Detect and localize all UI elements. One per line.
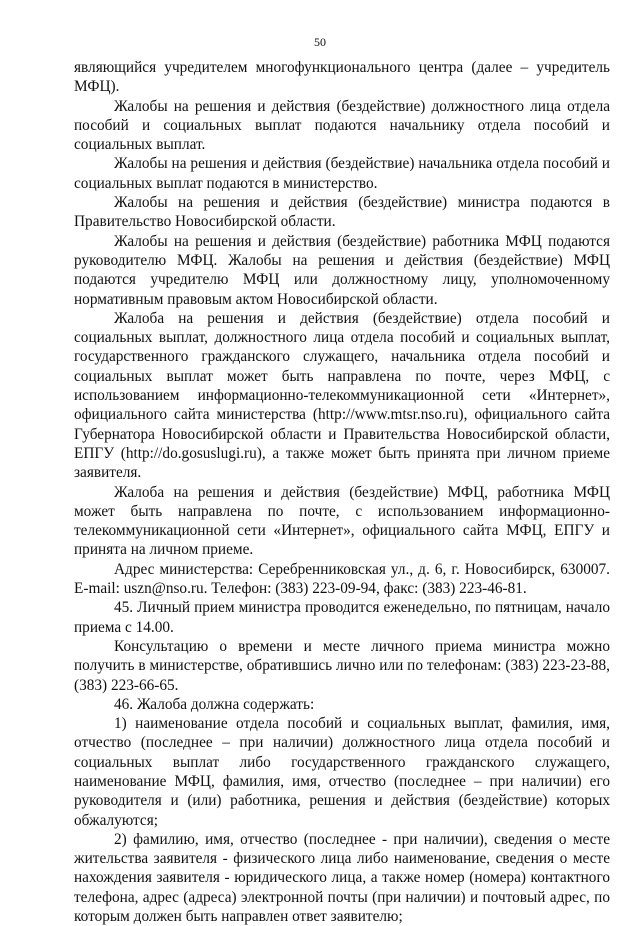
paragraph-4: Жалобы на решения и действия (бездействие) министра подаются в Правительство Новосибирской области. <box>74 194 610 231</box>
paragraph-5: Жалобы на решения и действия (бездействие) работника МФЦ подаются руководителю МФЦ. Жалобы на решения и действия (бездействие) МФЦ подаются учредителю МФЦ или должностному лицу, уполномоченному нормативным правовым актом Новосибирской области. <box>74 232 610 308</box>
document-body <box>74 58 610 926</box>
paragraph-12: 1) наименование отдела пособий и социальных выплат, фамилия, имя, отчество (последнее – при наличии) должностного лица отдела пособий и социальных выплат либо государственного гражданского служащего, наименование МФЦ, фамилия, имя, отчество (последнее – при наличии) его руководителя и (или) работника, решения и действия (бездействие) которых обжалуются; <box>74 715 610 829</box>
paragraph-8: Адрес министерства: Серебренниковская ул., д. 6, г. Новосибирск, 630007. E-mail: uszn@nso.ru. Телефон: (383) 223-09-94, факс: (383) 223-46-81. <box>74 560 610 598</box>
paragraph-2: Жалобы на решения и действия (бездействие) должностного лица отдела пособий и социальных выплат подаются начальнику отдела пособий и социальных выплат. <box>74 97 610 154</box>
page-number: 50 <box>314 35 326 49</box>
paragraph-11: 46. Жалоба должна содержать: <box>114 695 315 713</box>
paragraph-7: Жалоба на решения и действия (бездействие) МФЦ, работника МФЦ может быть направлена по почте, с использованием информационно-телекоммуникационной сети «Интернет», официального сайта МФЦ, ЕПГУ и принята на личном приеме. <box>74 483 610 559</box>
paragraph-9: 45. Личный прием министра проводится еженедельно, по пятницам, начало приема с 14.00. <box>74 599 610 636</box>
paragraph-13: 2) фамилию, имя, отчество (последнее - при наличии), сведения о месте жительства заявителя - физического лица либо наименование, сведения о месте нахождения заявителя - юридического лица, а также номер (номера) контактного телефона, адрес (адреса) электронной почты (при наличии) и почтовый адрес, по которым должен быть направлен ответ заявителю; <box>74 830 610 926</box>
paragraph-3: Жалобы на решения и действия (бездействие) начальника отдела пособий и социальных выплат подаются в министерство. <box>74 155 610 192</box>
paragraph-6: Жалоба на решения и действия (бездействие) отдела пособий и социальных выплат, должностного лица отдела пособий и социальных выплат, государственного гражданского служащего, начальника отдела пособий и социальных выплат может быть направлена по почте, через МФЦ, с использованием информационно-телекоммуникационной сети «Интернет», официального сайта министерства (http://www.mtsr.nso.ru), официального сайта Губернатора Новосибирской области и Правительства Новосибирской области, ЕПГУ (http://do.gosuslugi.ru), а также может быть принята при личном приеме заявителя. <box>74 309 610 482</box>
paragraph-10: Консультацию о времени и месте личного приема министра можно получить в министерстве, обратившись лично или по телефонам: (383) 223-23-88, (383) 223-66-65. <box>74 637 610 694</box>
paragraph-1: являющийся учредителем многофункционального центра (далее – учредитель МФЦ). <box>74 59 610 96</box>
